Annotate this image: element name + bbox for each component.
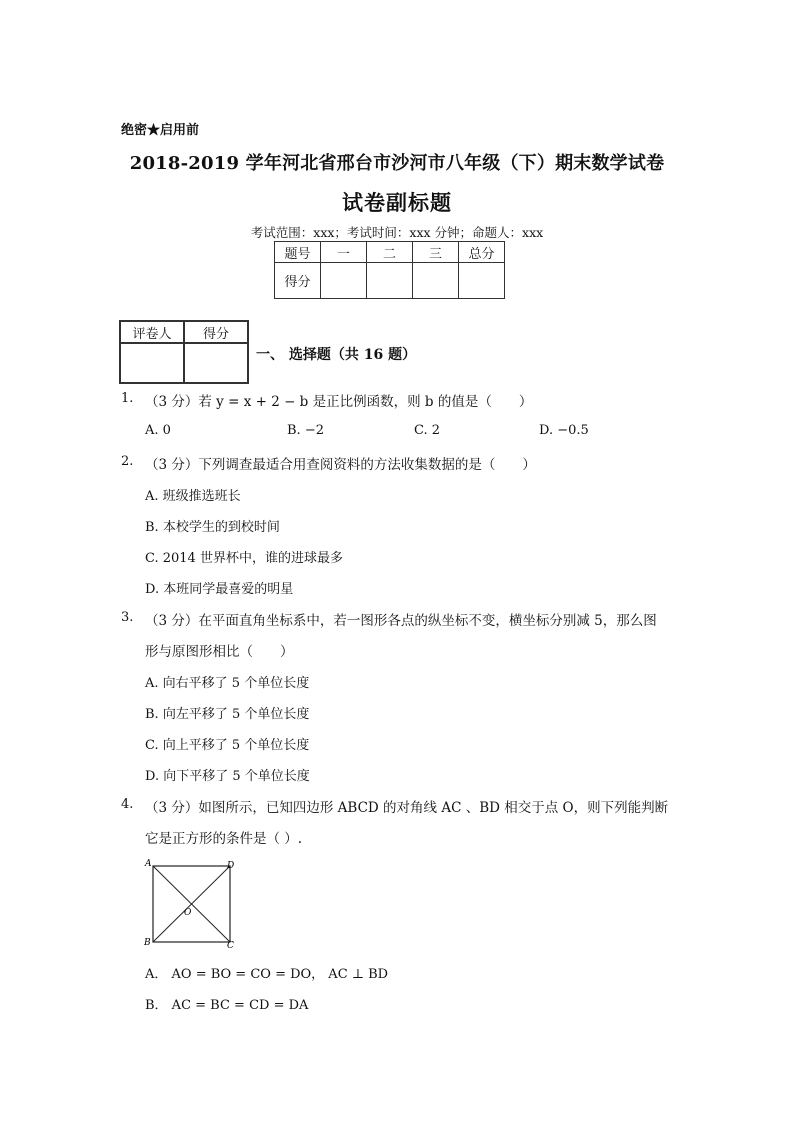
score-header-cell: 一 (321, 242, 367, 263)
grader-cell (184, 343, 248, 383)
vertex-label-b: B (144, 938, 151, 948)
question-text: （3 分）若 y = x + 2 − b 是正比例函数，则 b 的值是（ ） (145, 394, 533, 410)
question-text-cont: 它是正方形的条件是（ ）. (145, 831, 303, 847)
option: C. 向上平移了 5 个单位长度 (145, 738, 310, 753)
question-number: 1. (121, 391, 134, 406)
score-row-label: 得分 (275, 263, 321, 299)
option: C. 2014 世界杯中，谁的进球最多 (145, 551, 343, 566)
question-text: （3 分）下列调查最适合用查阅资料的方法收集数据的是（ ） (145, 457, 536, 473)
option: B. −2 (287, 423, 324, 438)
score-header-cell: 三 (413, 242, 459, 263)
option: A． AO = BO = CO = DO， AC ⊥ BD (145, 967, 389, 982)
option: A. 0 (145, 423, 171, 438)
score-cell (321, 263, 367, 299)
score-cell (367, 263, 413, 299)
question-number: 2. (121, 454, 134, 469)
option: A. 向右平移了 5 个单位长度 (145, 676, 310, 691)
score-header-cell: 二 (367, 242, 413, 263)
question-number: 3. (121, 610, 134, 625)
option: B. 向左平移了 5 个单位长度 (145, 707, 310, 722)
question-text: （3 分）在平面直角坐标系中，若一图形各点的纵坐标不变，横坐标分别减 5，那么图 (145, 613, 657, 629)
grader-header-cell: 得分 (184, 321, 248, 343)
option: B. 本校学生的到校时间 (145, 520, 280, 535)
vertex-label-a: A (145, 859, 152, 869)
grader-cell (120, 343, 184, 383)
question-text: （3 分）如图所示，已知四边形 ABCD 的对角线 AC 、BD 相交于点 O，则下列能判断 (145, 800, 669, 816)
center-label-o: O (184, 908, 192, 918)
score-cell (413, 263, 459, 299)
question-number: 4. (121, 797, 134, 812)
question-text-cont: 形与原图形相比（ ） (145, 644, 294, 660)
option: D. −0.5 (539, 423, 589, 438)
score-table (274, 241, 505, 299)
option: D. 本班同学最喜爱的明星 (145, 582, 294, 597)
square-diagram (138, 856, 238, 951)
exam-info: 考试范围：xxx；考试时间：xxx 分钟；命题人：xxx (250, 225, 544, 240)
section-heading: 一、 选择题（共 16 题） (256, 347, 417, 363)
exam-title: 2018-2019 学年河北省邢台市沙河市八年级（下）期末数学试卷 (129, 153, 665, 174)
option: D. 向下平移了 5 个单位长度 (145, 769, 310, 784)
vertex-label-d: D (227, 861, 235, 871)
option: A. 班级推选班长 (145, 489, 241, 504)
grader-header-cell: 评卷人 (120, 321, 184, 343)
vertex-label-c: C (227, 941, 234, 951)
confidential-label: 绝密★启用前 (121, 123, 200, 138)
score-header-cell: 题号 (275, 242, 321, 263)
score-header-cell: 总分 (459, 242, 505, 263)
exam-subtitle: 试卷副标题 (342, 190, 452, 215)
option: C. 2 (414, 423, 441, 438)
option: B． AC = BC = CD = DA (145, 998, 309, 1013)
score-cell (459, 263, 505, 299)
grader-table (119, 320, 249, 384)
